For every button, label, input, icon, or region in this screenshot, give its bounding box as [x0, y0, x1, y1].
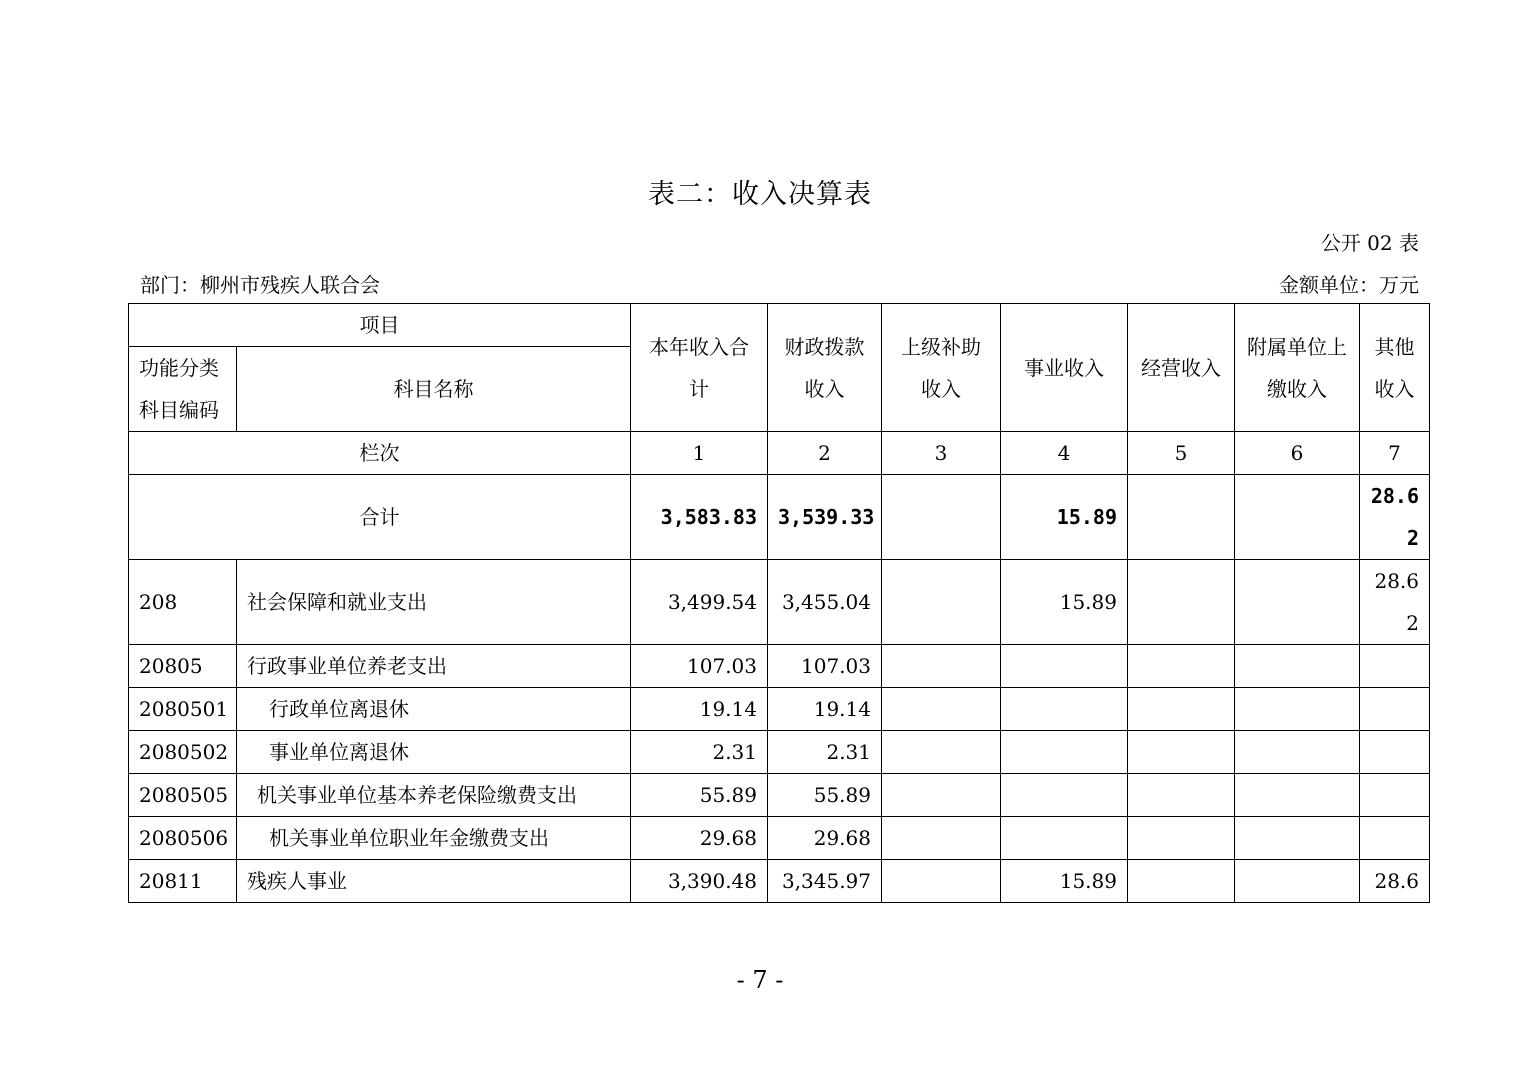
row-code: 20805 — [129, 645, 237, 688]
row-c7 — [1360, 645, 1430, 688]
row-c4 — [1001, 645, 1128, 688]
row-code: 2080502 — [129, 731, 237, 774]
row-name: 行政事业单位养老支出 — [237, 645, 631, 688]
department-label: 部门：柳州市残疾人联合会 — [140, 273, 380, 297]
total-c3 — [882, 475, 1001, 560]
table-row — [129, 688, 1430, 731]
row-c1: 2.31 — [631, 731, 768, 774]
row-c7 — [1360, 688, 1430, 731]
row-c4 — [1001, 731, 1128, 774]
row-name: 行政单位离退休 — [237, 688, 631, 731]
table-row — [129, 731, 1430, 774]
row-c4: 15.89 — [1001, 860, 1128, 903]
row-c2: 19.14 — [768, 688, 882, 731]
table-row — [129, 860, 1430, 903]
row-c1: 3,499.54 — [631, 560, 768, 645]
row-c2: 29.68 — [768, 817, 882, 860]
row-name: 机关事业单位基本养老保险缴费支出 — [237, 774, 631, 817]
header-col5: 经营收入 — [1128, 304, 1235, 432]
row-c6 — [1235, 688, 1360, 731]
total-c4: 15.89 — [1001, 475, 1128, 560]
row-c1: 55.89 — [631, 774, 768, 817]
table-row — [129, 774, 1430, 817]
row-c3 — [882, 688, 1001, 731]
row-c5 — [1128, 731, 1235, 774]
row-name: 残疾人事业 — [237, 860, 631, 903]
header-func-code: 功能分类科目编码 — [129, 347, 237, 432]
row-c3 — [882, 817, 1001, 860]
col-num-3: 3 — [882, 432, 1001, 475]
row-c3 — [882, 560, 1001, 645]
row-code: 2080501 — [129, 688, 237, 731]
row-c5 — [1128, 560, 1235, 645]
col-num-4: 4 — [1001, 432, 1128, 475]
row-c6 — [1235, 645, 1360, 688]
row-name: 事业单位离退休 — [237, 731, 631, 774]
row-c3 — [882, 860, 1001, 903]
table-row — [129, 560, 1430, 645]
row-c7: 28.62 — [1360, 560, 1430, 645]
row-c5 — [1128, 645, 1235, 688]
row-name: 社会保障和就业支出 — [237, 560, 631, 645]
row-c1: 19.14 — [631, 688, 768, 731]
header-col1: 本年收入合计 — [631, 304, 768, 432]
table-row — [129, 645, 1430, 688]
row-c4 — [1001, 688, 1128, 731]
row-c5 — [1128, 860, 1235, 903]
table-row — [129, 817, 1430, 860]
total-c6 — [1235, 475, 1360, 560]
row-c2: 2.31 — [768, 731, 882, 774]
row-c6 — [1235, 860, 1360, 903]
row-c5 — [1128, 688, 1235, 731]
header-col4: 事业收入 — [1001, 304, 1128, 432]
row-c1: 107.03 — [631, 645, 768, 688]
row-c2: 55.89 — [768, 774, 882, 817]
row-code: 2080506 — [129, 817, 237, 860]
row-code: 20811 — [129, 860, 237, 903]
col-num-2: 2 — [768, 432, 882, 475]
page-number: - 7 - — [736, 966, 784, 994]
row-c6 — [1235, 817, 1360, 860]
row-c3 — [882, 645, 1001, 688]
total-c5 — [1128, 475, 1235, 560]
col-num-5: 5 — [1128, 432, 1235, 475]
income-table — [128, 303, 1430, 903]
col-num-6: 6 — [1235, 432, 1360, 475]
row-c7: 28.6 — [1360, 860, 1430, 903]
row-c4 — [1001, 817, 1128, 860]
row-c2: 3,345.97 — [768, 860, 882, 903]
row-c7 — [1360, 817, 1430, 860]
row-c2: 3,455.04 — [768, 560, 882, 645]
row-label-cell: 栏次 — [129, 432, 631, 475]
header-subject-name: 科目名称 — [237, 347, 631, 432]
row-c1: 29.68 — [631, 817, 768, 860]
page-title: 表二：收入决算表 — [648, 179, 872, 210]
row-c7 — [1360, 731, 1430, 774]
total-label: 合计 — [129, 475, 631, 560]
row-name: 机关事业单位职业年金缴费支出 — [237, 817, 631, 860]
row-code: 208 — [129, 560, 237, 645]
total-c1: 3,583.83 — [631, 475, 768, 560]
row-c2: 107.03 — [768, 645, 882, 688]
total-c7: 28.62 — [1360, 475, 1430, 560]
col-num-7: 7 — [1360, 432, 1430, 475]
row-c6 — [1235, 774, 1360, 817]
row-c5 — [1128, 817, 1235, 860]
row-c3 — [882, 731, 1001, 774]
total-c2: 3,539.33 — [768, 475, 882, 560]
header-col6: 附属单位上缴收入 — [1235, 304, 1360, 432]
row-code: 2080505 — [129, 774, 237, 817]
row-c7 — [1360, 774, 1430, 817]
row-c5 — [1128, 774, 1235, 817]
amount-unit-label: 金额单位：万元 — [1279, 273, 1419, 297]
row-c1: 3,390.48 — [631, 860, 768, 903]
header-col3: 上级补助收入 — [882, 304, 1001, 432]
header-project: 项目 — [129, 304, 631, 347]
col-num-1: 1 — [631, 432, 768, 475]
row-c6 — [1235, 560, 1360, 645]
header-col2: 财政拨款收入 — [768, 304, 882, 432]
header-col7: 其他收入 — [1360, 304, 1430, 432]
total-row — [129, 475, 1430, 560]
row-c3 — [882, 774, 1001, 817]
form-number: 公开 02 表 — [1320, 231, 1419, 255]
row-c4 — [1001, 774, 1128, 817]
row-c6 — [1235, 731, 1360, 774]
row-c4: 15.89 — [1001, 560, 1128, 645]
